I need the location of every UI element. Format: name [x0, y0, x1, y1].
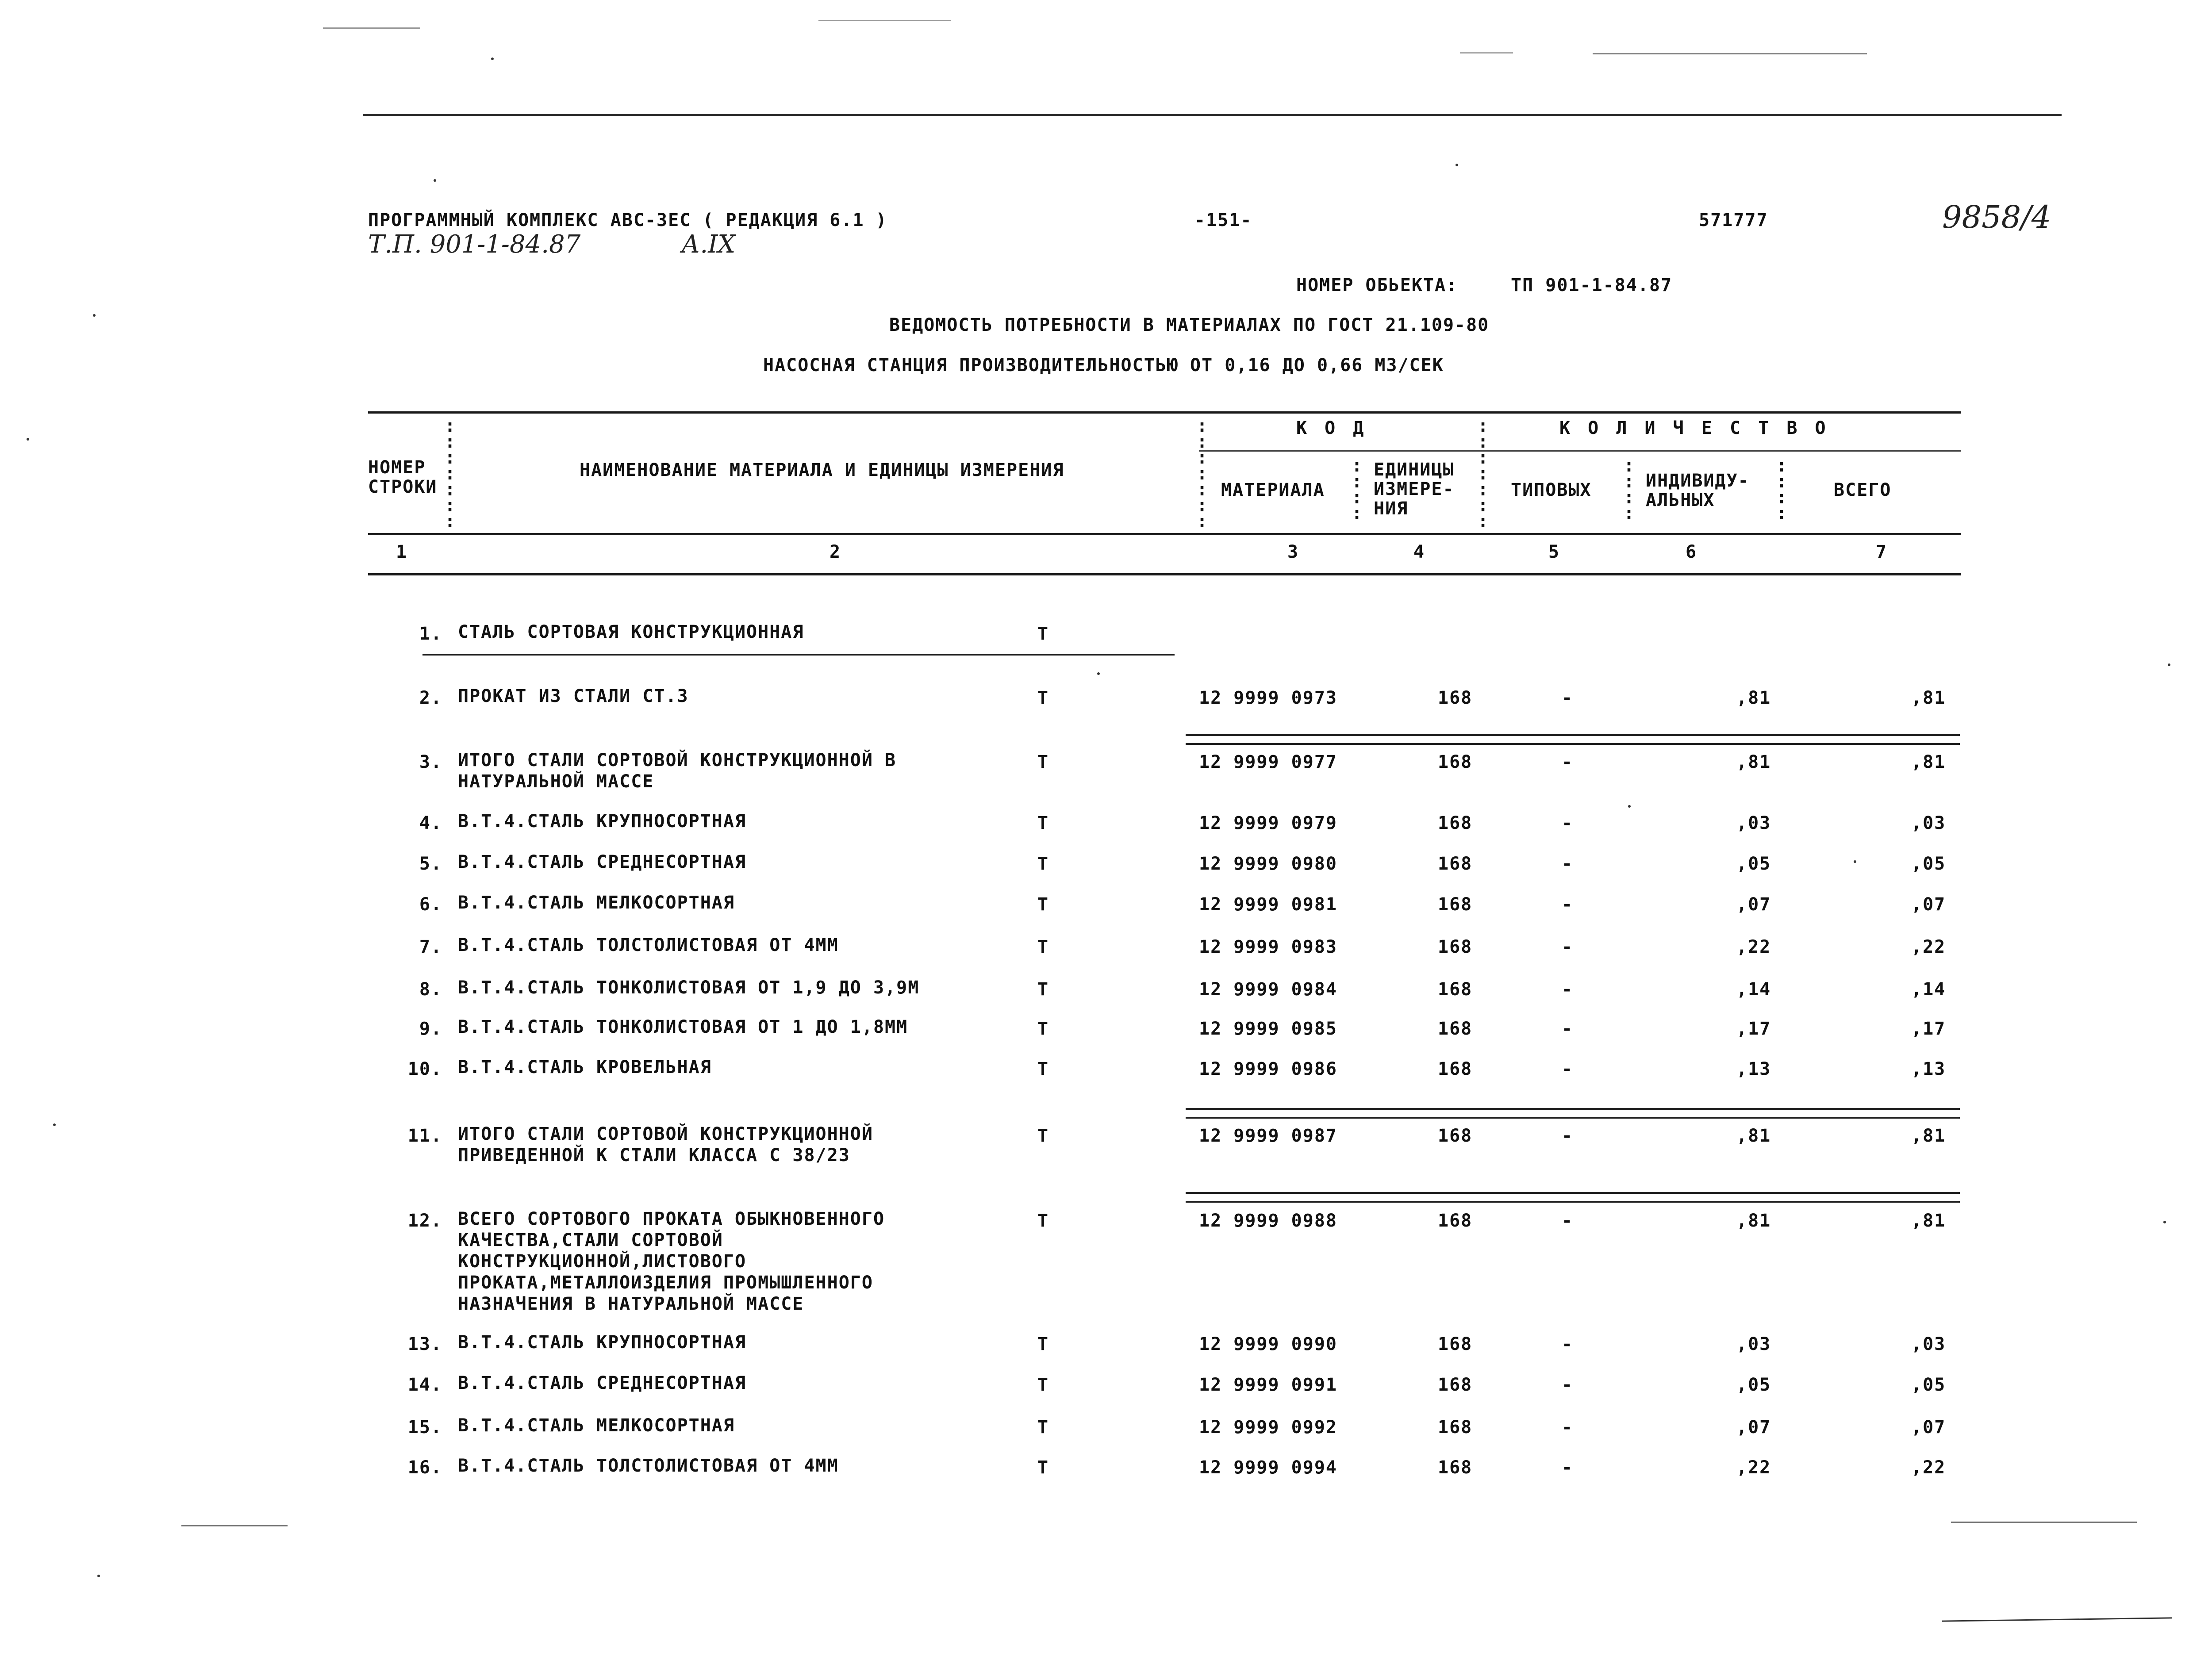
material-code: 12 9999 0994 — [1199, 1457, 1337, 1478]
header-quantity-group: К О Л И Ч Е С Т В О — [1559, 418, 1829, 438]
row-number: 12. — [407, 1211, 442, 1231]
scan-speck — [434, 179, 436, 182]
unit: Т — [1037, 624, 1049, 644]
total-qty: ,13 — [1911, 1059, 1946, 1079]
scan-speck — [2163, 1221, 2166, 1223]
scan-noise-line — [181, 1525, 288, 1526]
typical-qty: - — [1562, 813, 1574, 833]
typical-qty: - — [1562, 894, 1574, 915]
unit-code: 168 — [1438, 1059, 1473, 1079]
unit-code: 168 — [1438, 854, 1473, 874]
material-name: В.Т.4.СТАЛЬ ТОНКОЛИСТОВАЯ ОТ 1 ДО 1,8ММ — [458, 1017, 908, 1037]
header-top-rule — [368, 411, 1961, 414]
handwritten-section: А.IX — [681, 230, 736, 259]
material-name: В.Т.4.СТАЛЬ КРУПНОСОРТНАЯ — [458, 1332, 747, 1353]
total-qty: ,03 — [1911, 1334, 1946, 1354]
double-rule — [1186, 1108, 1960, 1119]
unit: Т — [1037, 1457, 1049, 1478]
scan-noise-line — [818, 20, 951, 21]
header-mid-rule — [368, 533, 1961, 535]
document-code: 571777 — [1699, 210, 1768, 230]
typical-qty: - — [1562, 688, 1574, 708]
individual-qty: ,07 — [1736, 1417, 1771, 1438]
unit-code: 168 — [1438, 1334, 1473, 1354]
typical-qty: - — [1562, 752, 1574, 772]
row-number: 10. — [407, 1059, 442, 1079]
scan-speck — [1628, 805, 1631, 808]
handwritten-tp-number: Т.П. 901-1-84.87 — [368, 230, 581, 259]
row-number: 1. — [419, 624, 442, 644]
scan-speck — [1455, 164, 1458, 166]
row-number: 5. — [419, 854, 442, 874]
top-border-line — [363, 114, 2062, 116]
row-number: 4. — [419, 813, 442, 833]
header-individual: ИНДИВИДУ- АЛЬНЫХ — [1646, 471, 1750, 510]
total-qty: ,17 — [1911, 1019, 1946, 1039]
column-number-3: 3 — [1287, 542, 1299, 562]
column-number-7: 7 — [1876, 542, 1888, 562]
material-code: 12 9999 0992 — [1199, 1417, 1337, 1438]
header-total: ВСЕГО — [1834, 480, 1892, 500]
col-separator: : : : : : : : — [1197, 416, 1208, 532]
group-underline — [422, 654, 1175, 656]
material-name: ИТОГО СТАЛИ СОРТОВОЙ КОНСТРУКЦИОННОЙ ПРИВЕДЕННОЙ К СТАЛИ КЛАССА С 38/23 — [458, 1124, 873, 1165]
row-number: 15. — [407, 1417, 442, 1438]
material-name: СТАЛЬ СОРТОВАЯ КОНСТРУКЦИОННАЯ — [458, 622, 804, 642]
column-number-6: 6 — [1686, 542, 1697, 562]
total-qty: ,22 — [1911, 1457, 1946, 1478]
unit-code: 168 — [1438, 1211, 1473, 1231]
typical-qty: - — [1562, 1019, 1574, 1039]
row-number: 14. — [407, 1375, 442, 1395]
column-number-5: 5 — [1548, 542, 1560, 562]
material-code: 12 9999 0981 — [1199, 894, 1337, 915]
individual-qty: ,05 — [1736, 1375, 1771, 1395]
scan-speck — [27, 438, 29, 441]
material-name: В.Т.4.СТАЛЬ ТОЛСТОЛИСТОВАЯ ОТ 4ММ — [458, 935, 839, 955]
header-bottom-rule — [368, 573, 1961, 575]
object-label: НОМЕР ОБЬЕКТА: — [1296, 275, 1458, 295]
double-rule — [1186, 734, 1960, 745]
header-typical: ТИПОВЫХ — [1511, 480, 1592, 500]
material-code: 12 9999 0984 — [1199, 979, 1337, 1000]
individual-qty: ,22 — [1736, 1457, 1771, 1478]
col-separator: : : : : : : : — [445, 416, 456, 532]
material-code: 12 9999 0988 — [1199, 1211, 1337, 1231]
unit-code: 168 — [1438, 1457, 1473, 1478]
total-qty: ,81 — [1911, 1126, 1946, 1146]
material-name: ПРОКАТ ИЗ СТАЛИ СТ.3 — [458, 686, 689, 706]
total-qty: ,07 — [1911, 894, 1946, 915]
material-code: 12 9999 0977 — [1199, 752, 1337, 772]
scan-noise-line — [1460, 52, 1513, 54]
material-code: 12 9999 0973 — [1199, 688, 1337, 708]
typical-qty: - — [1562, 937, 1574, 957]
page-number: -151- — [1194, 210, 1252, 230]
material-name: ИТОГО СТАЛИ СОРТОВОЙ КОНСТРУКЦИОННОЙ В НАТУРАЛЬНОЙ МАССЕ — [458, 750, 897, 792]
unit-code: 168 — [1438, 813, 1473, 833]
unit-code: 168 — [1438, 752, 1473, 772]
header-material-name: НАИМЕНОВАНИЕ МАТЕРИАЛА И ЕДИНИЦЫ ИЗМЕРЕНИЯ — [580, 460, 1064, 480]
title-line-1: ВЕДОМОСТЬ ПОТРЕБНОСТИ В МАТЕРИАЛАХ ПО ГОСТ 21.109-80 — [889, 315, 1490, 335]
total-qty: ,05 — [1911, 1375, 1946, 1395]
material-code: 12 9999 0983 — [1199, 937, 1337, 957]
unit: Т — [1037, 1211, 1049, 1231]
scan-speck — [97, 1575, 100, 1577]
header-row-number: НОМЕР СТРОКИ — [368, 457, 438, 497]
typical-qty: - — [1562, 1417, 1574, 1438]
unit: Т — [1037, 854, 1049, 874]
row-number: 8. — [419, 979, 442, 1000]
unit: Т — [1037, 1126, 1049, 1146]
header-code-group: К О Д — [1296, 418, 1367, 438]
unit-code: 168 — [1438, 1417, 1473, 1438]
total-qty: ,22 — [1911, 937, 1946, 957]
unit: Т — [1037, 979, 1049, 1000]
total-qty: ,81 — [1911, 688, 1946, 708]
row-number: 9. — [419, 1019, 442, 1039]
material-name: ВСЕГО СОРТОВОГО ПРОКАТА ОБЫКНОВЕННОГО КАЧЕСТВА,СТАЛИ СОРТОВОЙ КОНСТРУКЦИОННОЙ,ЛИСТОВОГО ПРОКАТА,МЕТАЛЛОИЗДЕЛИЯ ПРОМЫШЛЕННОГО НАЗНАЧЕНИЯ В НАТУРАЛЬНОЙ МАССЕ — [458, 1209, 885, 1314]
unit: Т — [1037, 1334, 1049, 1354]
material-code: 12 9999 0986 — [1199, 1059, 1337, 1079]
material-code: 12 9999 0990 — [1199, 1334, 1337, 1354]
col-separator: : : : : — [1352, 456, 1363, 524]
total-qty: ,03 — [1911, 813, 1946, 833]
row-number: 13. — [407, 1334, 442, 1354]
typical-qty: - — [1562, 1126, 1574, 1146]
scan-speck — [2168, 663, 2170, 666]
individual-qty: ,13 — [1736, 1059, 1771, 1079]
individual-qty: ,03 — [1736, 1334, 1771, 1354]
double-rule — [1186, 1192, 1960, 1203]
material-name: В.Т.4.СТАЛЬ МЕЛКОСОРТНАЯ — [458, 893, 735, 913]
total-qty: ,81 — [1911, 752, 1946, 772]
unit: Т — [1037, 937, 1049, 957]
unit: Т — [1037, 688, 1049, 708]
col-separator: : : : : : : : — [1478, 416, 1489, 532]
individual-qty: ,03 — [1736, 813, 1771, 833]
typical-qty: - — [1562, 1059, 1574, 1079]
scan-noise-line — [323, 27, 420, 29]
material-name: В.Т.4.СТАЛЬ КРУПНОСОРТНАЯ — [458, 811, 747, 832]
individual-qty: ,05 — [1736, 854, 1771, 874]
material-code: 12 9999 0985 — [1199, 1019, 1337, 1039]
total-qty: ,14 — [1911, 979, 1946, 1000]
typical-qty: - — [1562, 1457, 1574, 1478]
unit: Т — [1037, 1019, 1049, 1039]
material-code: 12 9999 0987 — [1199, 1126, 1337, 1146]
unit: Т — [1037, 1417, 1049, 1438]
row-number: 16. — [407, 1457, 442, 1478]
unit-code: 168 — [1438, 688, 1473, 708]
unit: Т — [1037, 752, 1049, 772]
individual-qty: ,81 — [1736, 1126, 1771, 1146]
unit-code: 168 — [1438, 894, 1473, 915]
unit-code: 168 — [1438, 1375, 1473, 1395]
material-code: 12 9999 0979 — [1199, 813, 1337, 833]
typical-qty: - — [1562, 979, 1574, 1000]
header-group-rule — [1199, 450, 1961, 452]
unit: Т — [1037, 813, 1049, 833]
scan-speck — [93, 314, 96, 317]
unit: Т — [1037, 894, 1049, 915]
col-separator: : : : : — [1624, 456, 1635, 524]
total-qty: ,05 — [1911, 854, 1946, 874]
individual-qty: ,14 — [1736, 979, 1771, 1000]
material-code: 12 9999 0980 — [1199, 854, 1337, 874]
column-number-1: 1 — [396, 542, 408, 562]
scan-speck — [53, 1123, 56, 1126]
row-number: 11. — [407, 1126, 442, 1146]
typical-qty: - — [1562, 1334, 1574, 1354]
scan-speck — [1854, 860, 1856, 863]
row-number: 2. — [419, 688, 442, 708]
total-qty: ,07 — [1911, 1417, 1946, 1438]
material-name: В.Т.4.СТАЛЬ МЕЛКОСОРТНАЯ — [458, 1415, 735, 1436]
individual-qty: ,22 — [1736, 937, 1771, 957]
scan-speck — [491, 58, 494, 60]
unit: Т — [1037, 1059, 1049, 1079]
individual-qty: ,81 — [1736, 688, 1771, 708]
material-name: В.Т.4.СТАЛЬ ТОНКОЛИСТОВАЯ ОТ 1,9 ДО 3,9М — [458, 978, 920, 998]
unit: Т — [1037, 1375, 1049, 1395]
individual-qty: ,07 — [1736, 894, 1771, 915]
typical-qty: - — [1562, 854, 1574, 874]
row-number: 7. — [419, 937, 442, 957]
typical-qty: - — [1562, 1211, 1574, 1231]
header-unit-code: ЕДИНИЦЫ ИЗМЕРЕ- НИЯ — [1374, 460, 1455, 519]
scan-noise-line — [1942, 1617, 2172, 1622]
individual-qty: ,81 — [1736, 1211, 1771, 1231]
header-material-code: МАТЕРИАЛА — [1221, 480, 1325, 500]
scan-speck — [1097, 672, 1100, 675]
individual-qty: ,17 — [1736, 1019, 1771, 1039]
handwritten-corner-number: 9858/4 — [1942, 199, 2051, 235]
title-line-2: НАСОСНАЯ СТАНЦИЯ ПРОИЗВОДИТЕЛЬНОСТЬЮ ОТ 0,16 ДО 0,66 М3/СЕК — [763, 355, 1444, 376]
material-name: В.Т.4.СТАЛЬ КРОВЕЛЬНАЯ — [458, 1057, 712, 1077]
material-code: 12 9999 0991 — [1199, 1375, 1337, 1395]
column-number-2: 2 — [830, 542, 841, 562]
col-separator: : : : : — [1776, 456, 1787, 524]
total-qty: ,81 — [1911, 1211, 1946, 1231]
row-number: 3. — [419, 752, 442, 772]
typical-qty: - — [1562, 1375, 1574, 1395]
row-number: 6. — [419, 894, 442, 915]
unit-code: 168 — [1438, 979, 1473, 1000]
scan-noise-line — [1593, 53, 1867, 54]
scan-noise-line — [1951, 1522, 2137, 1523]
unit-code: 168 — [1438, 1019, 1473, 1039]
material-name: В.Т.4.СТАЛЬ ТОЛСТОЛИСТОВАЯ ОТ 4ММ — [458, 1456, 839, 1476]
material-name: В.Т.4.СТАЛЬ СРЕДНЕСОРТНАЯ — [458, 852, 747, 872]
unit-code: 168 — [1438, 1126, 1473, 1146]
individual-qty: ,81 — [1736, 752, 1771, 772]
column-number-4: 4 — [1413, 542, 1425, 562]
object-value: ТП 901-1-84.87 — [1511, 275, 1673, 295]
material-name: В.Т.4.СТАЛЬ СРЕДНЕСОРТНАЯ — [458, 1373, 747, 1393]
unit-code: 168 — [1438, 937, 1473, 957]
program-line: ПРОГРАММНЫЙ КОМПЛЕКС АВС-3ЕС ( РЕДАКЦИЯ 6.1 ) — [368, 210, 887, 230]
